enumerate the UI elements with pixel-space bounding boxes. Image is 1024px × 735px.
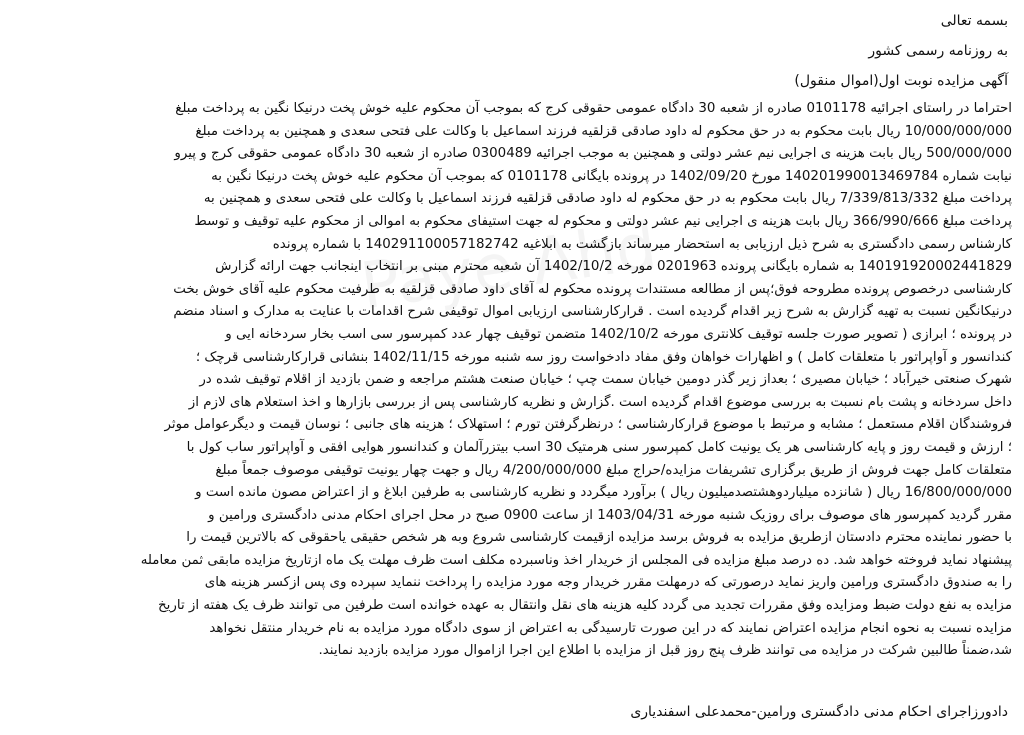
body-line: در پرونده ؛ ابرازی ( تصویر صورت جلسه توقیف کلانتری مورخه 1402/10/2 متضمن توقیف چهار عدد کمپرسور سی اسب بخار سردخانه ایی و: [225, 326, 1012, 342]
recipient-line: به روزنامه رسمی کشور: [868, 43, 1008, 59]
body-line: 140191920002441829 به شماره بایگانی پرونده 0201963 مورخه 1402/10/2 آن شعبه محترم مبنی بر انتخاب اینجانب جهت ارائه گزارش: [215, 259, 1012, 275]
notice-body: [10, 98, 1014, 663]
body-line: کارشناسی درخصوص پرونده مطروحه فوق؛پس از مطالعه مستندات پرونده محکوم له آقای داود صادقی قزلقیه به طرفیت محکوم علیه آقای خوش بخت: [173, 281, 1012, 297]
body-line: کندانسور و آواپراتور با متعلقات کامل ) و اظهارات خواهان وفق مفاد دادخواست روز سه شنبه مورخه 1402/11/15 بنشانی قرارکارشناسی قرچک ؛: [195, 349, 1012, 365]
notice-document: [10, 6, 1014, 730]
body-line: پرداخت مبلغ 366/990/666 ریال بابت هزینه ی اجرایی نیم عشر دولتی و محکوم له جهت استیفای محکوم به اموالی از محکوم علیه توقیف و توسط: [194, 213, 1012, 229]
body-line: مزایده به نفع دولت ضبط ومزایده وفق مقررات تجدید می گردد کلیه هزینه های نقل وانتقال به عهده خوانده است طرفین می توانند ظرف یک هفته از تاریخ: [158, 598, 1012, 614]
body-line: فروشندگان اقلام مستعمل ؛ مشابه و مرتبط با موضوع قرارکارشناسی ؛ درنظرگرفتن تورم ؛ استهلاک ؛ هزینه های جانبی ؛ نوسان قیمت و دیگرعوامل موثر: [164, 417, 1012, 433]
body-line: کارشناس رسمی دادگستری به شرح ذیل ارزیابی به استحضار میرساند بازگشت به ابلاغیه 140291100057182742 با شماره پرونده: [272, 236, 1012, 252]
body-line: پیشنهاد نماید فروخته خواهد شد. ده درصد مبلغ مزایده فی المجلس از خریدار اخذ وناسبرده مکلف است ظرف مهلت یک ماه ازتاریخ مزایده مابقی ثمن معامله: [140, 552, 1012, 568]
body-line: ؛ ارزش و قیمت روز و پایه کارشناسی هر یک یونیت کامل کمپرسور سنی هرمتیک 30 اسب بیتزرآلمان و کندانسور هوایی افقی و آواپراتور ساب کول با: [186, 439, 1012, 455]
body-line: پرداخت مبلغ 7/339/813/332 ریال بابت محکوم به در حق محکوم له داود صادقی قزلقیه فرزند اسماعیل با وکالت علی فتحی سعدی و همچنین به: [203, 191, 1012, 207]
body-line: مقرر گردید کمپرسور های موصوف برای روزیک شنبه مورخه 1403/04/31 از ساعت 0900 صبح در محل اجرای احکام مدنی دادگستری ورامین و: [208, 507, 1012, 523]
body-line: 16/800/000/000 ریال ( شانزده میلیاردوهشتصدمیلیون ریال ) برآورد میگردد و نظریه کارشناسی به طرفین ابلاغ و از اعتراض مصون مانده است و: [195, 485, 1012, 501]
body-line: شد،ضمناً طالبین شرکت در مزایده می توانند ظرف پنج روز قبل از مزایده با اطلاع این اجرا ازاموال مورد مزایده بازدید نمایند.: [318, 643, 1012, 659]
body-line: شهرک صنعتی خیرآباد ؛ خیابان مصیری ؛ بعداز زیر گذر دومین خیابان سمت چپ ؛ خیابان صنعت هشتم مراجعه و ضمن بازدید از اقلام توقیف شده در: [199, 372, 1012, 388]
body-line: متعلقات کامل جهت فروش از طریق برگزاری تشریفات مزایده/حراج مبلغ 4/200/000/000 ریال و جهت چهار یونیت توقیفی موصوف جمعاً مبلغ: [215, 462, 1012, 478]
notice-title: آگهی مزایده نوبت اول(اموال منقول): [794, 73, 1008, 89]
bismillah-line: بسمه تعالی: [940, 13, 1008, 29]
body-line: 500/000/000 ریال بابت هزینه ی اجرایی نیم عشر دولتی و همچنین به موجب اجرائیه 0300489 صادره از شعبه 30 دادگاه عمومی حقوقی کرج و پیرو: [174, 146, 1012, 162]
body-line: داخل سردخانه و پشت بام نسبت به بررسی موضوع اقدام گردیده است .گزارش و نظریه کارشناسی پس از بررسی بازارها و اخذ استعلام های لازم از: [188, 394, 1012, 410]
body-line: 10/000/000/000 ریال بابت محکوم به در حق محکوم له داود صادقی قزلقیه فرزند اسماعیل با وکالت علی فتحی سعدی و همچنین به پرداخت مبلغ: [195, 123, 1012, 139]
body-line: مزایده نسبت به نحوه انجام مزایده اعتراض نمایند که در این صورت تارسیدگی به اعتراض از سوی دادگاه مورد مزایده به نام خریدار منتقل نخواهد: [209, 620, 1012, 636]
body-line: با حضور نماینده محترم دادستان ازطریق مزایده به فروش برسد مزایده ازقیمت کارشناسی شروع وبه هر شخص حقیقی یاحقوقی که بالاترین قیمت را: [186, 530, 1012, 546]
body-line: احتراما در راستای اجرائیه 0101178 صادره از شعبه 30 دادگاه عمومی حقوقی کرج که بموجب آن محکوم علیه خوش پخت درنیکا نگین به پرداخت مبلغ: [175, 101, 1012, 116]
body-line: درنیکانگین نسبت به تهیه گزارش به شرح زیر اقدام گردیده است . قرارکارشناسی ارزیابی اموال توقیفی شرح اقدامات با عنایت به مدارک و اسناد منضم: [173, 304, 1012, 320]
body-line: را به صندوق دادگستری ورامین واریز نماید درصورتی که درمهلت مقرر خریدار وجه مورد مزایده را پرداخت ننماید سپرده وی پس ازکسر هزینه های: [204, 575, 1012, 591]
signature-line: دادورزاجرای احکام مدنی دادگستری ورامین-محمدعلی اسفندیاری: [630, 704, 1008, 720]
body-line: نیابت شماره 140201990013469784 مورخ 1402/09/20 در پرونده بایگانی 0101178 که بموجب آن محکوم علیه خوش پخت درنیکا نگین به: [211, 168, 1012, 184]
